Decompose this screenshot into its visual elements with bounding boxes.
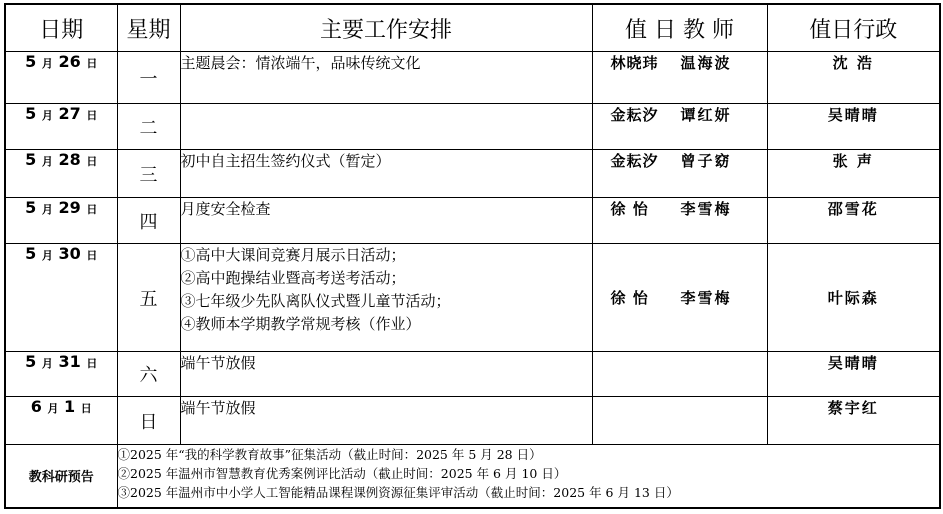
schedule-row [5, 244, 940, 352]
preview-item: ②2025 年温州市智慧教育优秀案例评比活动（截止时间：2025 年 6 月 10 日） [117, 466, 567, 481]
duty-teacher-cell [592, 52, 767, 104]
duty-admin-cell: 吴晴晴 [767, 104, 940, 150]
date-month-char: 月 [41, 203, 53, 216]
work-cell [180, 104, 592, 150]
schedule-row [5, 352, 940, 397]
date-month-char: 月 [41, 155, 53, 168]
date-day-char: 日 [86, 357, 98, 370]
work-cell [180, 150, 592, 198]
date-month: 5 [25, 244, 37, 263]
date-cell [5, 52, 117, 104]
date-cell [5, 352, 117, 397]
duty-teacher-1: 金耘汐 [610, 152, 659, 170]
preview-item: ③2025 年温州市中小学人工智能精品课程课例资源征集评审活动（截止时间：2025 年 6 月 13 日） [117, 485, 679, 500]
date-cell [5, 198, 117, 244]
duty-teacher-cell [592, 150, 767, 198]
schedule-row [5, 397, 940, 445]
duty-teacher-cell [592, 104, 767, 150]
work-cell [180, 397, 592, 445]
duty-admin-cell: 邵雪花 [767, 198, 940, 244]
work-item: ②高中跑操结业暨高考送考活动； [180, 269, 406, 287]
preview-content [117, 445, 940, 508]
date-day: 28 [58, 150, 81, 169]
header-date: 日期 [5, 4, 117, 52]
date-day-char: 日 [86, 249, 98, 262]
preview-label: 教科研预告 [5, 445, 117, 508]
date-day: 31 [58, 352, 81, 371]
date-day: 26 [58, 52, 81, 71]
date-cell [5, 244, 117, 352]
date-day: 29 [58, 198, 81, 217]
date-month-char: 月 [47, 402, 59, 415]
duty-teacher-1: 徐 怡 [610, 200, 649, 218]
weekday-cell: 五 [117, 244, 180, 352]
work-cell [180, 244, 592, 352]
weekday-cell: 三 [117, 150, 180, 198]
weekly-schedule-table [4, 3, 941, 509]
duty-teacher-cell [592, 198, 767, 244]
date-day-char: 日 [86, 57, 98, 70]
preview-row [5, 445, 940, 508]
header-weekday: 星期 [117, 4, 180, 52]
weekday-cell: 六 [117, 352, 180, 397]
weekday-cell: 日 [117, 397, 180, 445]
work-item: ③七年级少先队离队仪式暨儿童节活动； [180, 292, 451, 310]
duty-teacher-2: 谭红妍 [680, 106, 732, 124]
date-month-char: 月 [41, 249, 53, 262]
date-month: 5 [25, 150, 37, 169]
weekday-cell: 四 [117, 198, 180, 244]
duty-admin-cell: 叶际森 [767, 244, 940, 352]
date-day: 30 [58, 244, 81, 263]
duty-teacher-cell [592, 397, 767, 445]
date-month: 5 [25, 104, 37, 123]
duty-teacher-cell [592, 244, 767, 352]
duty-teacher-2: 李雪梅 [680, 289, 732, 307]
duty-teacher-1: 林晓玮 [610, 54, 659, 72]
duty-admin-cell: 吴晴晴 [767, 352, 940, 397]
duty-teacher-1: 徐 怡 [610, 289, 649, 307]
work-cell [180, 198, 592, 244]
date-month-char: 月 [41, 57, 53, 70]
date-day-char: 日 [80, 402, 92, 415]
date-month-char: 月 [41, 109, 53, 122]
header-row [5, 4, 940, 52]
work-item: ①高中大课间竞赛月展示日活动； [180, 246, 406, 264]
work-item: 端午节放假 [180, 399, 256, 417]
date-month-char: 月 [41, 357, 53, 370]
weekday-cell: 一 [117, 52, 180, 104]
schedule-row [5, 150, 940, 198]
date-day-char: 日 [86, 155, 98, 168]
duty-teacher-2: 温海波 [680, 54, 732, 72]
date-cell [5, 104, 117, 150]
date-month: 5 [25, 198, 37, 217]
date-month: 5 [25, 52, 37, 71]
duty-teacher-2: 李雪梅 [680, 200, 732, 218]
date-cell [5, 397, 117, 445]
duty-teacher-cell [592, 352, 767, 397]
schedule-row [5, 52, 940, 104]
work-item: 初中自主招生签约仪式（暂定） [180, 152, 391, 170]
work-cell [180, 52, 592, 104]
work-item: 端午节放假 [180, 354, 256, 372]
duty-admin-cell: 蔡宇红 [767, 397, 940, 445]
duty-admin-cell: 张 声 [767, 150, 940, 198]
schedule-row [5, 104, 940, 150]
date-month: 6 [30, 397, 42, 416]
duty-teacher-1: 金耘汐 [610, 106, 659, 124]
header-work: 主要工作安排 [180, 4, 592, 52]
schedule-body [5, 52, 940, 445]
work-item: ④教师本学期教学常规考核（作业） [180, 315, 421, 333]
work-cell [180, 352, 592, 397]
preview-item: ①2025 年“我的科学教育故事”征集活动（截止时间：2025 年 5 月 28 日） [117, 447, 542, 462]
date-cell [5, 150, 117, 198]
date-day: 1 [64, 397, 76, 416]
duty-teacher-2: 曾子窈 [680, 152, 732, 170]
date-day-char: 日 [86, 203, 98, 216]
date-month: 5 [25, 352, 37, 371]
work-item: 主题晨会：情浓端午，品味传统文化 [180, 54, 421, 72]
duty-admin-cell: 沈 浩 [767, 52, 940, 104]
weekday-cell: 二 [117, 104, 180, 150]
date-day-char: 日 [86, 109, 98, 122]
date-day: 27 [58, 104, 81, 123]
header-duty-teacher: 值 日 教 师 [592, 4, 767, 52]
header-duty-admin: 值日行政 [767, 4, 940, 52]
schedule-row [5, 198, 940, 244]
work-item: 月度安全检查 [180, 200, 271, 218]
